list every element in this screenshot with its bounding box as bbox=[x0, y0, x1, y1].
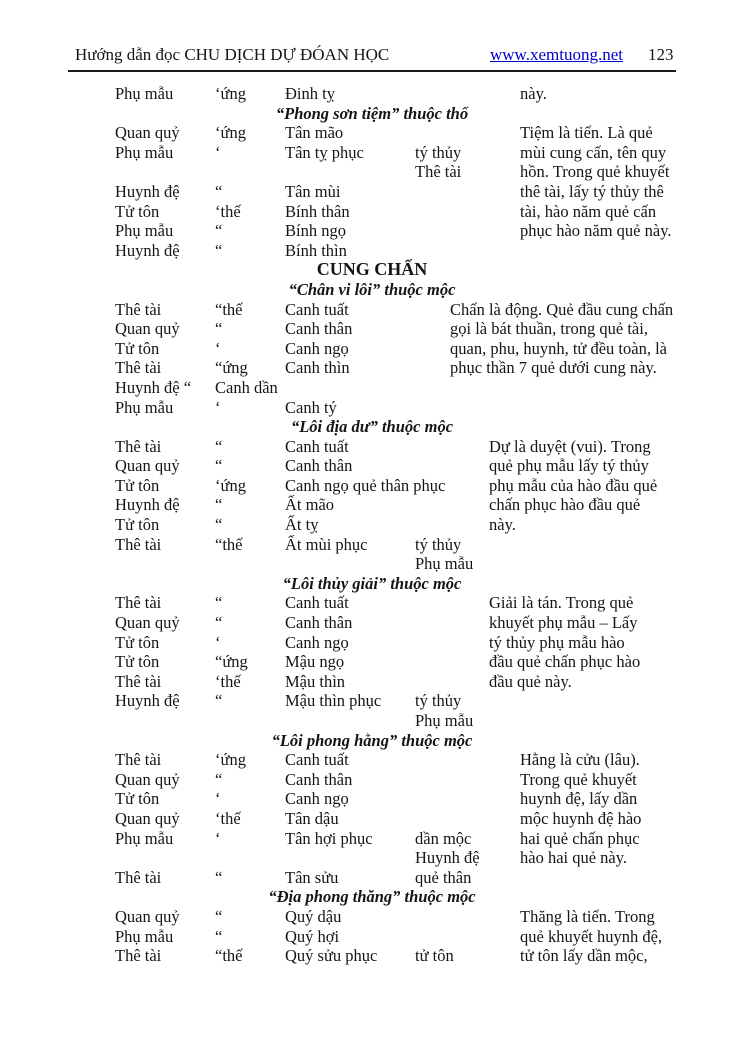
note-line: thê tài, lấy tý thủy thê bbox=[520, 181, 664, 201]
note-line: Chấn là động. Quẻ đầu cung chấn bbox=[450, 299, 674, 319]
row-role: Quan quỷ bbox=[115, 906, 180, 926]
row-stem-branch: Ất mão bbox=[285, 495, 335, 515]
row-role: Tử tôn bbox=[115, 632, 160, 652]
row-role: Thê tài bbox=[115, 436, 162, 456]
note-line: mộc huynh đệ hào bbox=[520, 808, 642, 828]
row-role: Thê tài bbox=[115, 299, 162, 319]
note-line: hồn. Trong quẻ khuyết bbox=[520, 162, 670, 182]
row-mark: “ứng bbox=[215, 652, 248, 672]
note-line: đầu quẻ này. bbox=[489, 671, 572, 691]
row-stem-branch: Canh thân bbox=[285, 613, 353, 633]
row-role: Thê tài bbox=[115, 867, 162, 887]
hexagram-body bbox=[0, 907, 744, 966]
note-line: đầu quẻ chấn phục hào bbox=[489, 652, 641, 672]
note-line: quẻ phụ mẫu lấy tý thủy bbox=[489, 456, 649, 476]
row-mark: ‘ bbox=[215, 142, 221, 162]
row-mark: ‘thế bbox=[215, 808, 241, 828]
note-line: phục hào năm quẻ này. bbox=[520, 221, 672, 241]
note-line: Dự là duyệt (vui). Trong bbox=[489, 436, 651, 456]
note-line: Thăng là tiến. Trong bbox=[520, 906, 655, 926]
hexagram-block bbox=[0, 417, 744, 574]
note-line: tử tôn lấy dần mộc, bbox=[520, 946, 648, 966]
row-mark: “ bbox=[215, 240, 223, 260]
hexagram-body bbox=[0, 750, 744, 887]
row-role: Phụ mẫu bbox=[115, 828, 174, 848]
row-hidden-element: tý thủy bbox=[415, 142, 462, 162]
hexagram-title: “Lôi thủy giải” thuộc mộc bbox=[282, 573, 462, 593]
row-mark: “ bbox=[215, 456, 223, 476]
row-stem-branch: Canh thân bbox=[285, 769, 353, 789]
row-mark: ‘ bbox=[215, 397, 221, 417]
row-role: Thê tài bbox=[115, 671, 162, 691]
row-mark: “ bbox=[215, 181, 223, 201]
note-line: gọi là bát thuần, trong quẻ tài, bbox=[450, 319, 648, 339]
row-mark: “thế bbox=[215, 299, 243, 319]
row-hidden-element: Thê tài bbox=[415, 162, 462, 182]
row-stem-branch: Canh tý bbox=[285, 397, 337, 417]
row-role: Quan quỷ bbox=[115, 319, 180, 339]
row-mark: ‘thế bbox=[215, 201, 241, 221]
note-line: tài, hào năm quẻ cấn bbox=[520, 201, 657, 221]
hexagram-body bbox=[0, 123, 744, 260]
row-mark: ‘ứng bbox=[215, 475, 246, 495]
row-role: Quan quỷ bbox=[115, 613, 180, 633]
note-line: chấn phục hào đầu quẻ bbox=[489, 495, 641, 515]
note-line: Tiệm là tiến. Là quẻ bbox=[520, 123, 653, 143]
hexagram-row bbox=[0, 554, 744, 574]
header-rule bbox=[68, 70, 676, 72]
row-role: Tử tôn bbox=[115, 652, 160, 672]
hexagram-title: “Lôi địa dư” thuộc mộc bbox=[290, 417, 454, 437]
row-hidden-element: tử tôn bbox=[415, 946, 454, 966]
row-stem-branch: Bính ngọ bbox=[285, 221, 346, 241]
hexagram-row bbox=[0, 691, 744, 711]
row-mark: ‘ bbox=[215, 632, 221, 652]
note-line: Hằng là cửu (lâu). bbox=[520, 750, 640, 770]
note-line: quẻ khuyết huynh đệ, bbox=[520, 926, 663, 946]
hexagram-block bbox=[0, 574, 744, 731]
row-role: Thê tài bbox=[115, 946, 162, 966]
row-stem-branch: Đinh tỵ bbox=[285, 84, 335, 103]
row-stem-branch: Canh tuất bbox=[285, 593, 349, 613]
note-line: Giải là tán. Trong quẻ bbox=[489, 593, 634, 613]
row-role: Huynh đệ bbox=[115, 691, 180, 711]
note-line: mùi cung cấn, tên quy bbox=[520, 142, 667, 162]
row-role: Phụ mẫu bbox=[115, 397, 174, 417]
hexagram-block bbox=[0, 280, 744, 417]
row-stem-branch: Canh thân bbox=[285, 319, 353, 339]
row-hidden-element: Phụ mẫu bbox=[415, 554, 474, 574]
block-notes bbox=[520, 123, 672, 241]
row-hidden-element: Huynh đệ bbox=[415, 848, 480, 868]
row-stem-branch: Tân mùi bbox=[285, 181, 341, 201]
row-role: Phụ mẫu bbox=[115, 221, 174, 241]
note-line: phụ mẫu của hào đầu quẻ bbox=[489, 475, 658, 495]
note-line: quan, phu, huynh, tử đều toàn, là bbox=[450, 338, 667, 358]
row-role: Phụ mẫu bbox=[115, 84, 174, 103]
hexagram-block bbox=[0, 887, 744, 965]
row-role: Quan quỷ bbox=[115, 456, 180, 476]
row-stem-branch: Bính thìn bbox=[285, 240, 347, 260]
hexagram-title: “Lôi phong hằng” thuộc mộc bbox=[271, 730, 473, 750]
row-mark: ‘ứng bbox=[215, 123, 246, 143]
palace-heading: CUNG CHẤN bbox=[316, 259, 428, 280]
row-mark: “thế bbox=[215, 534, 243, 554]
row-role: Tử tôn bbox=[115, 201, 160, 221]
row-mark: “ bbox=[215, 221, 223, 241]
hexagram-body bbox=[0, 300, 744, 418]
row-stem-branch: Mậu thìn bbox=[285, 671, 346, 691]
row-role: Tử tôn bbox=[115, 789, 160, 809]
block-notes bbox=[520, 750, 641, 868]
block-notes bbox=[489, 593, 640, 691]
hexagram-row bbox=[0, 378, 744, 398]
note-line: khuyết phụ mẫu – Lấy bbox=[489, 613, 638, 633]
row-hidden-element: Phụ mẫu bbox=[415, 711, 474, 730]
row-mark: “ bbox=[215, 867, 223, 887]
row-stem-branch: Quý sửu phục bbox=[285, 946, 378, 966]
row-stem-branch: Bính thân bbox=[285, 201, 350, 221]
block-notes bbox=[450, 300, 673, 378]
row-hidden-element: quẻ thân bbox=[415, 867, 472, 887]
row-mark: “ bbox=[215, 593, 223, 613]
note-line: hai quẻ chấn phục bbox=[520, 828, 640, 848]
row-role: Phụ mẫu bbox=[115, 142, 174, 162]
hexagram-body bbox=[0, 84, 744, 104]
note-line: này. bbox=[489, 515, 516, 535]
hexagram-block bbox=[0, 84, 744, 104]
row-stem-branch: Canh tuất bbox=[285, 750, 349, 770]
row-mark: Canh dần bbox=[215, 377, 278, 397]
row-stem-branch: Canh thìn bbox=[285, 358, 350, 378]
row-role: Phụ mẫu bbox=[115, 926, 174, 946]
row-role: Huynh đệ bbox=[115, 495, 180, 515]
note-line: hào hai quẻ này. bbox=[520, 848, 628, 868]
row-stem-branch: Canh ngọ bbox=[285, 338, 349, 358]
row-role: Quan quỷ bbox=[115, 808, 180, 828]
row-stem-branch: Mậu ngọ bbox=[285, 652, 345, 672]
row-mark: ‘ bbox=[215, 789, 221, 809]
row-role: Thê tài bbox=[115, 534, 162, 554]
row-mark: ‘ứng bbox=[215, 84, 246, 103]
row-stem-branch: Tân sửu bbox=[285, 867, 339, 887]
row-stem-branch: Canh thân bbox=[285, 456, 353, 476]
row-mark: ‘ bbox=[215, 338, 221, 358]
row-role: Tử tôn bbox=[115, 338, 160, 358]
row-stem-branch: Canh ngọ bbox=[285, 632, 349, 652]
row-stem-branch: Canh tuất bbox=[285, 436, 349, 456]
row-mark: “ bbox=[215, 769, 223, 789]
row-role: Thê tài bbox=[115, 750, 162, 770]
row-stem-branch: Ất mùi phục bbox=[285, 534, 368, 554]
hexagram-title: “Địa phong thăng” thuộc mộc bbox=[268, 887, 476, 907]
row-stem-branch: Canh tuất bbox=[285, 299, 349, 319]
hexagram-row bbox=[0, 241, 744, 261]
row-stem-branch: Canh ngọ quẻ thân phục bbox=[285, 475, 446, 495]
website-link[interactable]: www.xemtuong.net bbox=[490, 45, 623, 64]
note-line: huynh đệ, lấy dần bbox=[520, 789, 638, 809]
row-stem-branch: Quý hợi bbox=[285, 926, 340, 946]
hexagram-row bbox=[0, 868, 744, 888]
row-stem-branch: Tân tỵ phục bbox=[285, 142, 364, 162]
row-role: Quan quỷ bbox=[115, 123, 180, 143]
row-mark: “ bbox=[215, 495, 223, 515]
row-mark: “ bbox=[215, 319, 223, 339]
row-role: Huynh đệ “ bbox=[115, 377, 192, 397]
row-role: Thê tài bbox=[115, 593, 162, 613]
note-line: phục thần 7 quẻ dưới cung này. bbox=[450, 358, 657, 378]
row-hidden-element: dần mộc bbox=[415, 828, 472, 848]
page-number: 123 bbox=[648, 45, 674, 64]
row-stem-branch: Canh ngọ bbox=[285, 789, 349, 809]
row-stem-branch: Tân mão bbox=[285, 123, 344, 143]
row-role: Thê tài bbox=[115, 358, 162, 378]
row-hidden-element: tý thủy bbox=[415, 691, 462, 711]
row-role: Tử tôn bbox=[115, 475, 160, 495]
note-line: này. bbox=[520, 84, 547, 103]
page-header-title: Hướng dẫn đọc CHU DỊCH DỰ ĐÓAN HỌC bbox=[75, 45, 390, 64]
document-body bbox=[0, 84, 744, 966]
row-mark: “ bbox=[215, 926, 223, 946]
row-mark: “ bbox=[215, 436, 223, 456]
row-stem-branch: Quý dậu bbox=[285, 906, 342, 926]
hexagram-block bbox=[0, 104, 744, 261]
row-role: Tử tôn bbox=[115, 515, 160, 535]
row-role: Quan quỷ bbox=[115, 769, 180, 789]
hexagram-title: “Phong sơn tiệm” thuộc thổ bbox=[275, 103, 469, 123]
row-mark: “ bbox=[215, 515, 223, 535]
row-stem-branch: Tân dậu bbox=[285, 808, 339, 828]
row-mark: “ bbox=[215, 691, 223, 711]
hexagram-row bbox=[0, 535, 744, 555]
hexagram-title: “Chân vi lôi” thuộc mộc bbox=[288, 279, 456, 299]
row-stem-branch: Ất tỵ bbox=[285, 515, 319, 535]
row-mark: “ứng bbox=[215, 358, 248, 378]
row-mark: “thế bbox=[215, 946, 243, 966]
row-mark: ‘ứng bbox=[215, 750, 246, 770]
note-line: Trong quẻ khuyết bbox=[520, 769, 637, 789]
row-mark: “ bbox=[215, 613, 223, 633]
row-mark: “ bbox=[215, 906, 223, 926]
block-notes bbox=[489, 437, 657, 535]
hexagram-row bbox=[0, 398, 744, 418]
hexagram-row bbox=[0, 84, 744, 104]
row-stem-branch: Mậu thìn phục bbox=[285, 691, 382, 711]
hexagram-row bbox=[0, 711, 744, 731]
row-mark: ‘thế bbox=[215, 671, 241, 691]
row-stem-branch: Tân hợi phục bbox=[285, 828, 373, 848]
hexagram-body bbox=[0, 437, 744, 574]
block-notes bbox=[520, 84, 547, 104]
hexagram-block bbox=[0, 731, 744, 888]
row-role: Huynh đệ bbox=[115, 181, 180, 201]
row-mark: ‘ bbox=[215, 828, 221, 848]
row-role: Huynh đệ bbox=[115, 240, 180, 260]
block-notes bbox=[520, 907, 662, 966]
row-hidden-element: tý thủy bbox=[415, 534, 462, 554]
note-line: tý thủy phụ mẫu hào bbox=[489, 632, 625, 652]
hexagram-body bbox=[0, 593, 744, 730]
